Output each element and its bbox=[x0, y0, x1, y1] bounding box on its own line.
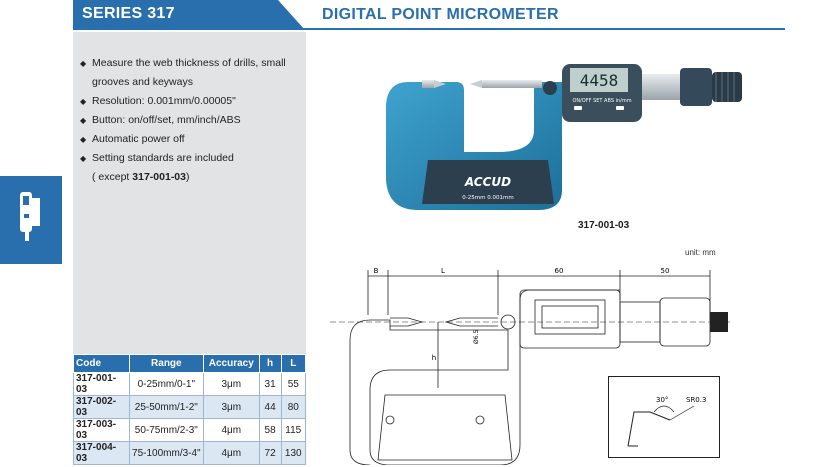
category-tab bbox=[0, 176, 62, 264]
table-header-row bbox=[74, 355, 306, 373]
feature-item: ◆ Measure the web thickness of drills, small grooves and keyways bbox=[80, 54, 302, 92]
svg-text:60: 60 bbox=[554, 267, 564, 275]
bullet-icon: ◆ bbox=[80, 116, 87, 125]
col-range: Range bbox=[129, 355, 203, 373]
feature-item: ◆ Automatic power off bbox=[80, 130, 302, 149]
lcd-reading: 4458 bbox=[579, 71, 619, 90]
product-photo bbox=[378, 60, 748, 220]
svg-text:Ø6.5: Ø6.5 bbox=[473, 329, 480, 344]
tip-detail bbox=[608, 376, 720, 458]
thimble bbox=[680, 68, 712, 106]
feature-item: ◆ Setting standards are included bbox=[80, 149, 302, 168]
bullet-icon: ◆ bbox=[80, 97, 87, 106]
table-row: 317-002-03 25-50mm/1-2" 3μm 44 80 bbox=[74, 396, 306, 419]
svg-text:B: B bbox=[373, 267, 379, 275]
angle-label: 30° bbox=[656, 396, 669, 404]
page-title: DIGITAL POINT MICROMETER bbox=[322, 6, 559, 23]
bullet-icon: ◆ bbox=[80, 154, 87, 163]
svg-text:50: 50 bbox=[660, 267, 670, 275]
series-label: SERIES 317 bbox=[82, 5, 175, 22]
radius-label: SR0.3 bbox=[686, 396, 707, 404]
bullet-icon: ◆ bbox=[80, 135, 87, 144]
table-row: 317-003-03 50-75mm/2-3" 4μm 58 115 bbox=[74, 419, 306, 442]
table-row: 317-001-03 0-25mm/0-1" 3μm 31 55 bbox=[74, 373, 306, 396]
col-code: Code bbox=[74, 355, 130, 373]
spec-table bbox=[73, 354, 306, 465]
svg-text:L: L bbox=[441, 267, 445, 275]
feature-note: ( except 317-001-03) bbox=[92, 171, 190, 183]
range-label: 0-25mm 0.001mm bbox=[462, 195, 514, 201]
bullet-icon: ◆ bbox=[80, 59, 87, 68]
table-row: 317-004-03 75-100mm/3-4" 4μm 72 130 bbox=[74, 442, 306, 465]
photo-caption: 317-001-03 bbox=[578, 220, 630, 231]
unit-label: unit: mm bbox=[685, 248, 716, 257]
features-list bbox=[80, 54, 302, 187]
micrometer-icon bbox=[0, 176, 62, 264]
col-accuracy: Accuracy bbox=[203, 355, 259, 373]
col-l: L bbox=[281, 355, 305, 373]
feature-item: ◆ Button: on/off/set, mm/inch/ABS bbox=[80, 111, 302, 130]
col-h: h bbox=[259, 355, 281, 373]
button-labels: ON/OFF SET ABS in/mm bbox=[572, 98, 632, 104]
feature-item: ◆ Resolution: 0.001mm/0.00005" bbox=[80, 92, 302, 111]
svg-text:h: h bbox=[431, 354, 437, 362]
sleeve bbox=[642, 74, 680, 100]
brand-logo: ACCUD bbox=[464, 175, 512, 189]
